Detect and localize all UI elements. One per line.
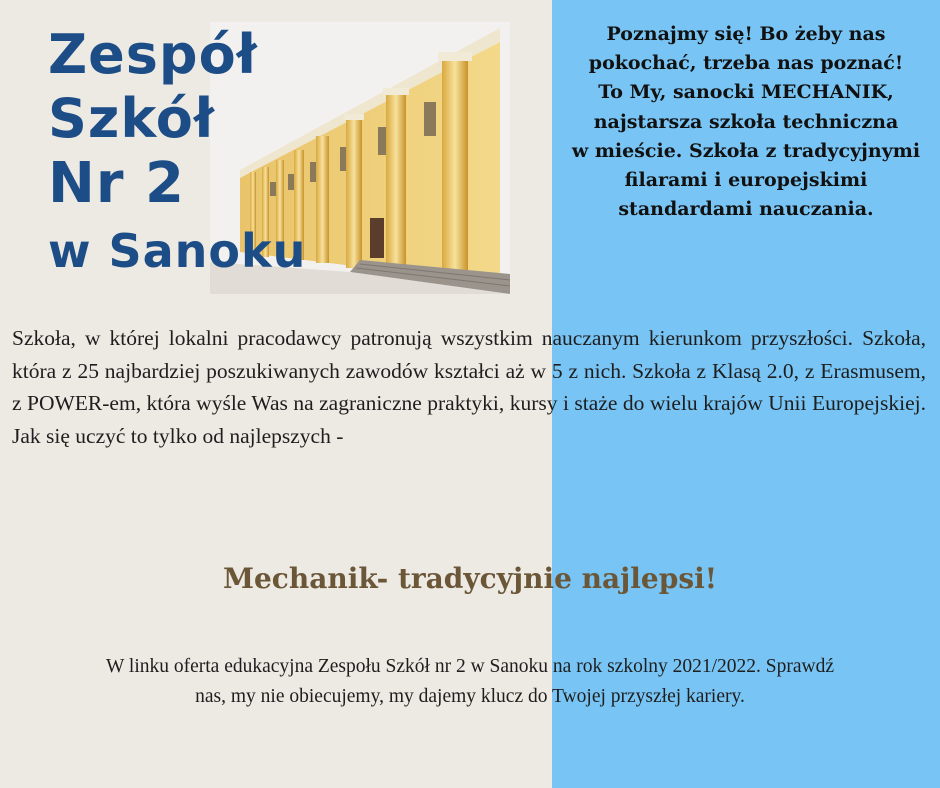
intro-line: Poznajmy się! Bo żeby nas xyxy=(606,23,886,45)
logo-line-2: Szkół xyxy=(48,87,215,150)
logo-line-4: w Sanoku xyxy=(48,224,307,278)
intro-text xyxy=(556,20,936,224)
school-logo xyxy=(40,22,510,294)
footer-text xyxy=(0,652,940,712)
footer-line-2: nas, my nie obiecujemy, my dajemy klucz do Twojej przyszłej kariery. xyxy=(195,686,745,707)
footer-line-1: W linku oferta edukacyjna Zespołu Szkół nr 2 w Sanoku na rok szkolny 2021/2022. Sprawdź xyxy=(105,656,835,677)
intro-line: standardami nauczania. xyxy=(618,198,874,221)
main-paragraph: Szkoła, w której lokalni pracodawcy patronują wszystkim nauczanym kierunkom przyszłości. Szkoła, która z 25 najbardziej poszukiwanych zawodów kształci aż w 5 z nich. Szkoła z Klasą 2.0, z Erasmusem, z POWER-em, która wyśle Was na zagraniczne praktyki, kursy i staże do wielu krajów Unii Europejskiej. Jak się uczyć to tylko od najlepszych - xyxy=(12,326,926,449)
logo-line-3: Nr 2 xyxy=(48,151,185,216)
intro-line: w mieście. Szkoła z tradycyjnymi xyxy=(571,139,921,162)
intro-line: najstarsza szkoła techniczna xyxy=(593,110,899,133)
intro-line: To My, sanocki MECHANIK, xyxy=(598,81,894,104)
logo-line-1: Zespół xyxy=(48,23,258,86)
tagline-heading: Mechanik- tradycyjnie najlepsi! xyxy=(222,562,718,595)
intro-line: filarami i europejskimi xyxy=(624,169,868,192)
logo-wordmark xyxy=(48,23,348,278)
intro-line: pokochać, trzeba nas poznać! xyxy=(588,52,904,75)
